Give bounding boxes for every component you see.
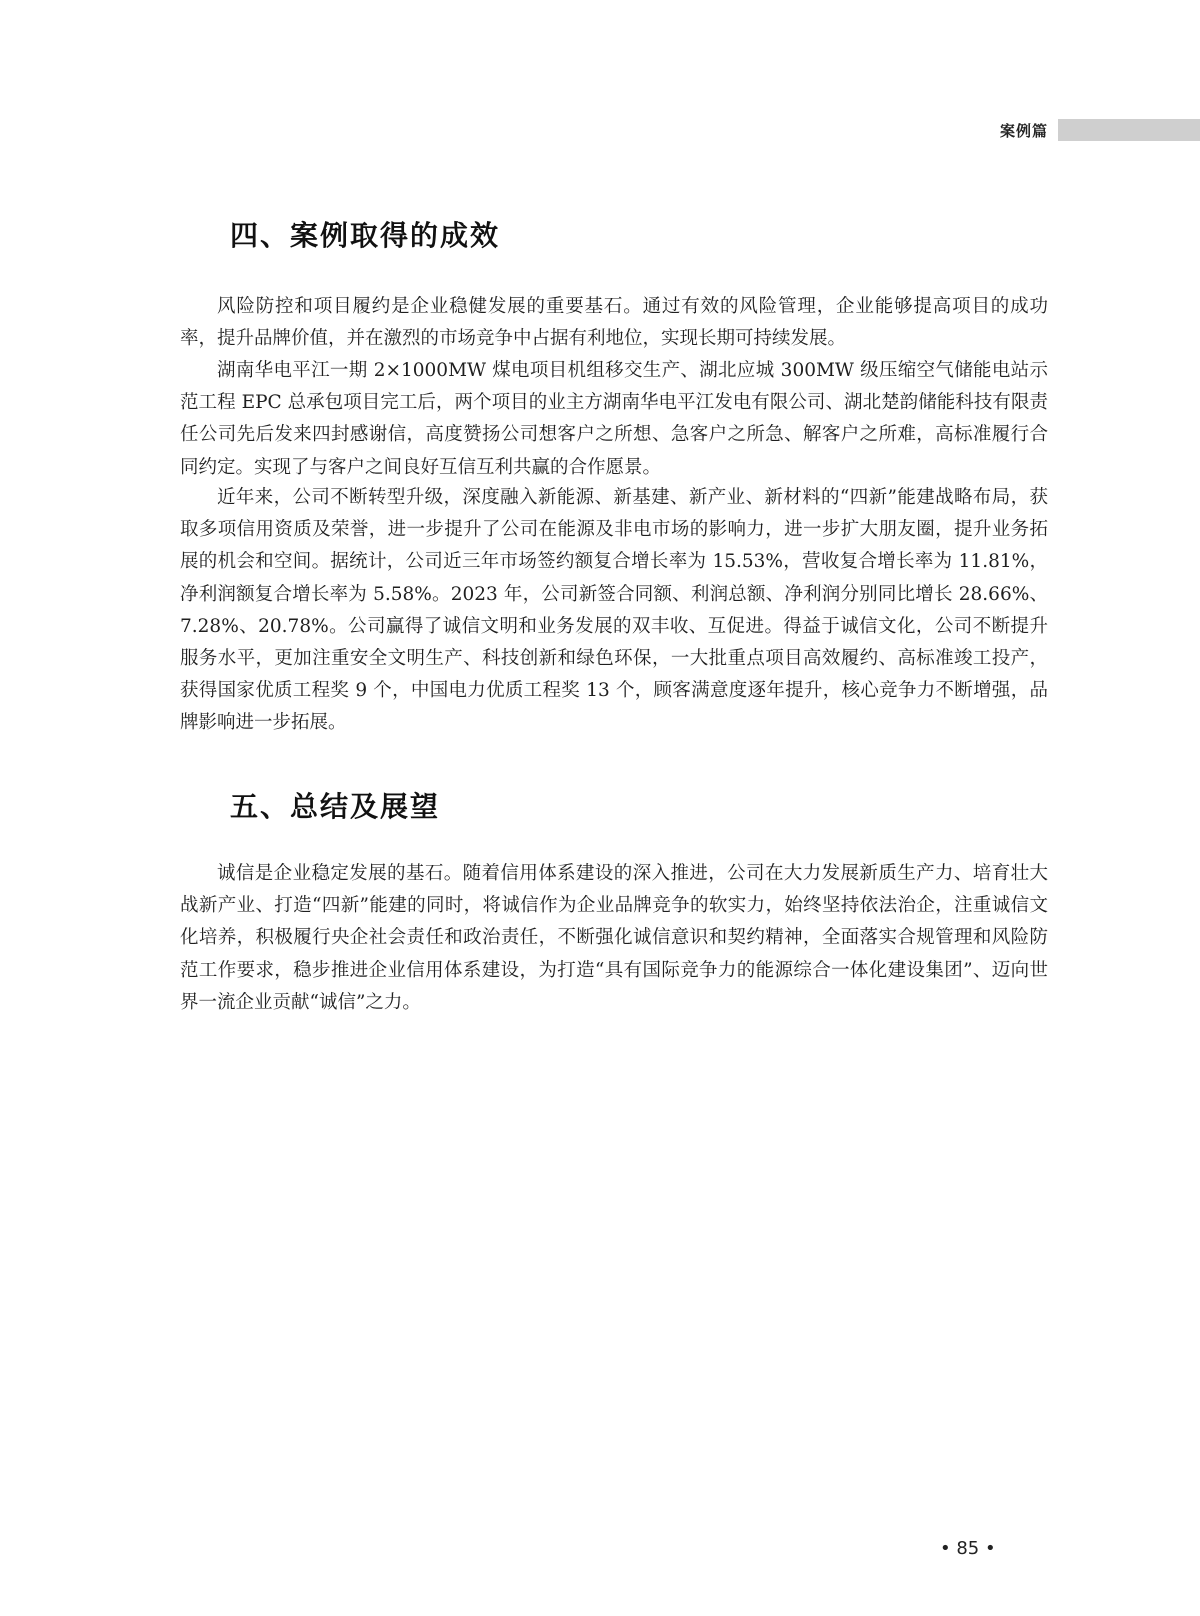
paragraph: 风险防控和项目履约是企业稳健发展的重要基石。通过有效的风险管理，企业能够提高项目的成功率，提升品牌价值，并在激烈的市场竞争中占据有利地位，实现长期可持续发展。	[180, 296, 1048, 350]
section-heading-summary: 五、总结及展望	[230, 790, 441, 823]
page-number: • 85 •	[940, 1538, 996, 1559]
running-header	[1000, 118, 1200, 142]
paragraph: 诚信是企业稳定发展的基石。随着信用体系建设的深入推进，公司在大力发展新质生产力、培育壮大战新产业、打造“四新”能建的同时，将诚信作为企业品牌竞争的软实力，始终坚持依法治企，注重诚信文化培养，积极履行央企社会责任和政治责任，不断强化诚信意识和契约精神，全面落实合规管理和风险防范工作要求，稳步推进企业信用体系建设，为打造“具有国际竞争力的能源综合一体化建设集团”、迈向世界一流企业贡献“诚信”之力。	[180, 863, 1048, 1013]
header-bar	[1058, 119, 1200, 141]
section-label: 案例篇	[999, 121, 1048, 140]
paragraph: 近年来，公司不断转型升级，深度融入新能源、新基建、新产业、新材料的“四新”能建战略布局，获取多项信用资质及荣誉，进一步提升了公司在能源及非电市场的影响力，进一步扩大朋友圈，提升业务拓展的机会和空间。据统计，公司近三年市场签约额复合增长率为 15.53%，营收复合增长率为 11.81%，净利润额复合增长率为 5.58%。2023 年，公司新签合同额、利润总额、净利润分别同比增长 28.66%、7.28%、20.78%。公司赢得了诚信文明和业务发展的双丰收、互促进。得益于诚信文化，公司不断提升服务水平，更加注重安全文明生产、科技创新和绿色环保，一大批重点项目高效履约、高标准竣工投产，获得国家优质工程奖 9 个，中国电力优质工程奖 13 个，顾客满意度逐年提升，核心竞争力不断增强，品牌影响进一步拓展。	[180, 487, 1048, 734]
section-heading-results: 四、案例取得的成效	[230, 219, 501, 252]
paragraph: 湖南华电平江一期 2×1000MW 煤电项目机组移交生产、湖北应城 300MW 级压缩空气储能电站示范工程 EPC 总承包项目完工后，两个项目的业主方湖南华电平江发电有限公司、湖北楚韵储能科技有限责任公司先后发来四封感谢信，高度赞扬公司想客户之所想、急客户之所急、解客户之所难，高标准履行合同约定。实现了与客户之间良好互信互利共赢的合作愿景。	[180, 360, 1048, 478]
